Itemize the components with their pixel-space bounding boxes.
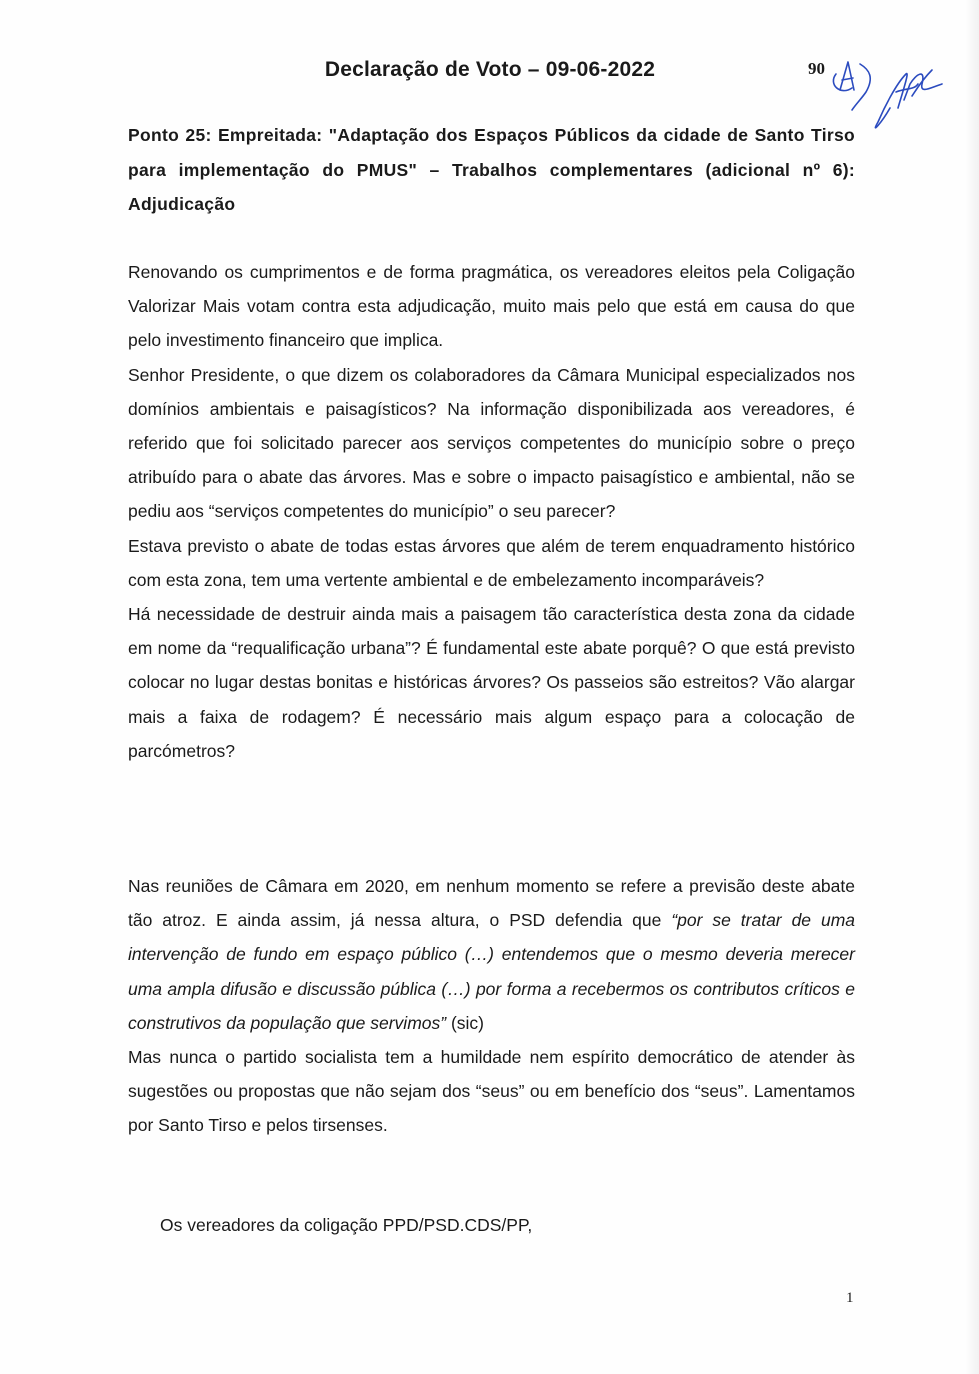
folio-number: 90 xyxy=(808,59,825,78)
paragraph-4: Há necessidade de destruir ainda mais a paisagem tão característica desta zona da cidade em nome da “requalificação urbana”? É fundamental este abate porquê? O que está previsto colocar no lugar destas bonitas e históricas árvores? Os passeios são estreitos? Vão alargar mais a faixa de rodagem? É necessário mais algum espaço para a colocação de parcómetros? xyxy=(128,604,855,761)
paragraph-1: Renovando os cumprimentos e de forma pragmática, os vereadores eleitos pela Coligação Valorizar Mais votam contra esta adjudicação, muito mais pelo que está em causa do que pelo investimento financeiro que implica. xyxy=(128,262,855,351)
paragraph-psd xyxy=(128,869,855,1040)
paragraph-3: Estava previsto o abate de todas estas árvores que além de terem enquadramento histórico com esta zona, tem uma vertente ambiental e de embelezamento incomparáveis? xyxy=(128,535,855,590)
paragraph-psd-tail: (sic) xyxy=(446,1012,484,1033)
psd-quote: “por se tratar de uma intervenção de fundo em espaço público (…) entendemos que o mesmo deveria merecer uma ampla difusão e discussão pública (…) por forma a recebermos os contributos críticos e construtivos da população que servimos” xyxy=(128,910,856,1033)
agenda-item-heading: Ponto 25: Empreitada: "Adaptação dos Espaços Públicos da cidade de Santo Tirso para implementação do PMUS" – Trabalhos complementares (adicional nº 6): Adjudicação xyxy=(128,125,855,214)
closing-signature-line: Os vereadores da coligação PPD/PSD.CDS/PP, xyxy=(160,1215,533,1235)
document-title: Declaração de Voto – 09-06-2022 xyxy=(324,58,656,81)
body-section-2 xyxy=(128,869,855,1143)
paragraph-final: Mas nunca o partido socialista tem a humildade nem espírito democrático de atender às sugestões ou propostas que não sejam dos “seus” ou em benefício dos “seus”. Lamentamos por Santo Tirso e pelos tirsenses. xyxy=(128,1047,855,1136)
page-number: 1 xyxy=(846,1290,854,1306)
scan-edge-shadow xyxy=(965,0,979,1374)
body-section-1 xyxy=(128,255,855,768)
paragraph-psd-lead: Nas reuniões de Câmara em 2020, em nenhum momento se refere a previsão deste abate tão atroz. E ainda assim, já nessa altura, o PSD defendia que xyxy=(128,876,855,931)
paragraph-2: Senhor Presidente, o que dizem os colaboradores da Câmara Municipal especializados nos domínios ambientais e paisagísticos? Na informação disponibilizada aos vereadores, é referido que foi solicitado parecer aos serviços competentes do município sobre o preço atribuído para o abate das árvores. Mas e sobre o impacto paisagístico e ambiental, não se pediu aos “serviços competentes do município” o seu parecer? xyxy=(128,364,855,522)
